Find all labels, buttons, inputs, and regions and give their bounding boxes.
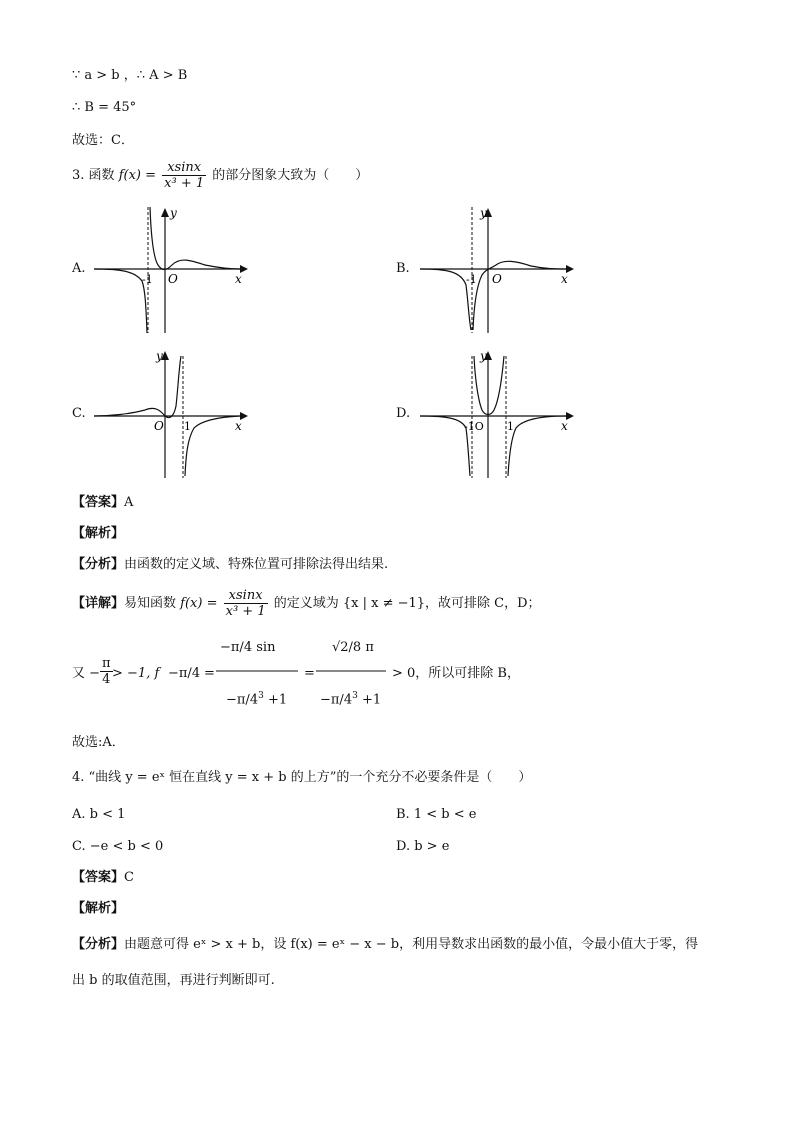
fenxi2-line — [72, 935, 698, 955]
xiangjie-fraction — [224, 588, 268, 619]
xiangjie-tag: 【详解】 — [72, 596, 125, 611]
you-tail: > 0，所以可排除 B， — [392, 666, 520, 681]
xiangjie-b: 的定义域为 {x | x ≠ −1}，故可排除 C，D； — [273, 596, 541, 611]
graph-c-label: C. — [72, 406, 86, 421]
graph-c-x-label: x — [235, 419, 242, 433]
answer-value: A — [124, 495, 134, 510]
question-4: 4. “曲线 y = eˣ 恒在直线 y = x + b 的上方”的一个充分不必要条件是（ ） — [72, 770, 532, 785]
graph-b-label: B. — [396, 261, 410, 276]
you-den-1-arg: −π/4 — [226, 692, 259, 708]
you-num-2-pi: π — [365, 640, 374, 655]
q4-option-b: B. 1 < b < e — [396, 807, 477, 822]
analysis-tag: 【解析】 — [72, 526, 125, 541]
you-big-num-1 — [220, 638, 275, 658]
graph-b — [416, 205, 576, 335]
xiangjie-numerator: xsinx — [224, 588, 268, 604]
you-frac-1-den: 4 — [102, 672, 111, 687]
you-big-den-2 — [320, 686, 381, 710]
graph-a-tick: -1 — [142, 273, 153, 286]
graph-a-y-label: y — [170, 206, 177, 220]
you-arg: −π/4 — [168, 666, 201, 681]
q3-prefix: 3. 函数 — [72, 168, 115, 183]
graph-d — [416, 348, 576, 480]
q3-suffix: 的部分图象大致为（ ） — [212, 168, 369, 183]
you-eq-1: = — [204, 666, 215, 681]
graph-b-y-label: y — [480, 206, 487, 220]
q4-option-d: D. b > e — [396, 839, 450, 854]
text-line-2: ∴ B = 45° — [72, 100, 137, 115]
xiangjie-line — [72, 588, 541, 619]
you-prefix: 又 − — [72, 666, 101, 681]
graph-c-tick: 1 — [184, 420, 191, 433]
you-den-2-arg: −π/4 — [320, 692, 353, 708]
xiangjie-fx: f(x) = — [180, 596, 218, 611]
q3-fx: f(x) = — [118, 168, 156, 183]
you-num-1-sin: sin — [256, 640, 276, 655]
fenxi2-tag: 【分析】 — [72, 937, 125, 952]
q4-option-a: A. b < 1 — [72, 807, 126, 822]
text-line-3: 故选：C． — [72, 133, 134, 148]
you-eq-2: = — [304, 666, 315, 681]
fenxi-text: 由函数的定义域、特殊位置可排除法得出结果. — [124, 557, 389, 572]
fenxi2-text: 由题意可得 eˣ > x + b，设 f(x) = eˣ − x − b，利用导数求出函数的最小值，令最小值大于零，得 — [124, 937, 699, 952]
answer2-line — [72, 868, 134, 888]
answer-line — [72, 493, 133, 513]
graph-a-x-label: x — [235, 272, 242, 286]
q3-numerator: xsinx — [162, 160, 206, 176]
graph-d-x-label: x — [561, 419, 568, 433]
graph-b-tick: -1 — [466, 273, 477, 286]
text-line-1: ∵ a > b ，∴ A > B — [72, 68, 188, 83]
xiangjie-a: 易知函数 — [124, 596, 177, 611]
you-den-1-pow: 3 — [258, 691, 264, 701]
q4-option-c: C. −e < b < 0 — [72, 839, 164, 854]
q3-fraction — [162, 160, 206, 191]
text-line-gx: 故选:A． — [72, 735, 125, 750]
graph-b-x-label: x — [561, 272, 568, 286]
graph-a-label: A. — [72, 261, 86, 276]
graph-c-origin: O — [154, 419, 164, 433]
graph-d-y-label: y — [480, 349, 487, 363]
graph-d-tick-right: 1 — [507, 420, 514, 433]
you-den-2-plus: +1 — [361, 692, 382, 708]
xiangjie-denominator: x³ + 1 — [225, 604, 266, 619]
you-big-num-2 — [332, 638, 374, 658]
you-frac-1 — [100, 656, 113, 687]
graph-a — [90, 205, 250, 335]
fenxi-tag: 【分析】 — [72, 557, 125, 572]
you-den-2-pow: 3 — [352, 691, 358, 701]
fenxi-line — [72, 555, 388, 575]
fenxi2-line-2: 出 b 的取值范围，再进行判断即可. — [72, 973, 275, 988]
graph-d-label: D. — [396, 406, 411, 421]
answer2-tag: 【答案】 — [72, 870, 125, 885]
graph-b-origin: O — [492, 272, 502, 286]
question-3 — [72, 160, 368, 191]
answer2-value: C — [124, 870, 134, 885]
graph-c — [90, 348, 250, 480]
you-mid: > −1, f — [112, 666, 160, 681]
analysis2-tag: 【解析】 — [72, 901, 125, 916]
graph-a-origin: O — [168, 272, 178, 286]
you-num-1-arg: −π/4 — [220, 640, 253, 655]
you-frac-1-num: π — [102, 656, 111, 671]
graph-d-tick-left: -1O — [464, 420, 484, 433]
graph-c-y-label: y — [156, 349, 163, 363]
you-num-2-sqrt: √2/8 — [332, 640, 362, 655]
you-big-den-1 — [226, 686, 287, 710]
q3-denominator: x³ + 1 — [164, 176, 205, 191]
answer-tag: 【答案】 — [72, 495, 125, 510]
you-den-1-plus: +1 — [267, 692, 288, 708]
